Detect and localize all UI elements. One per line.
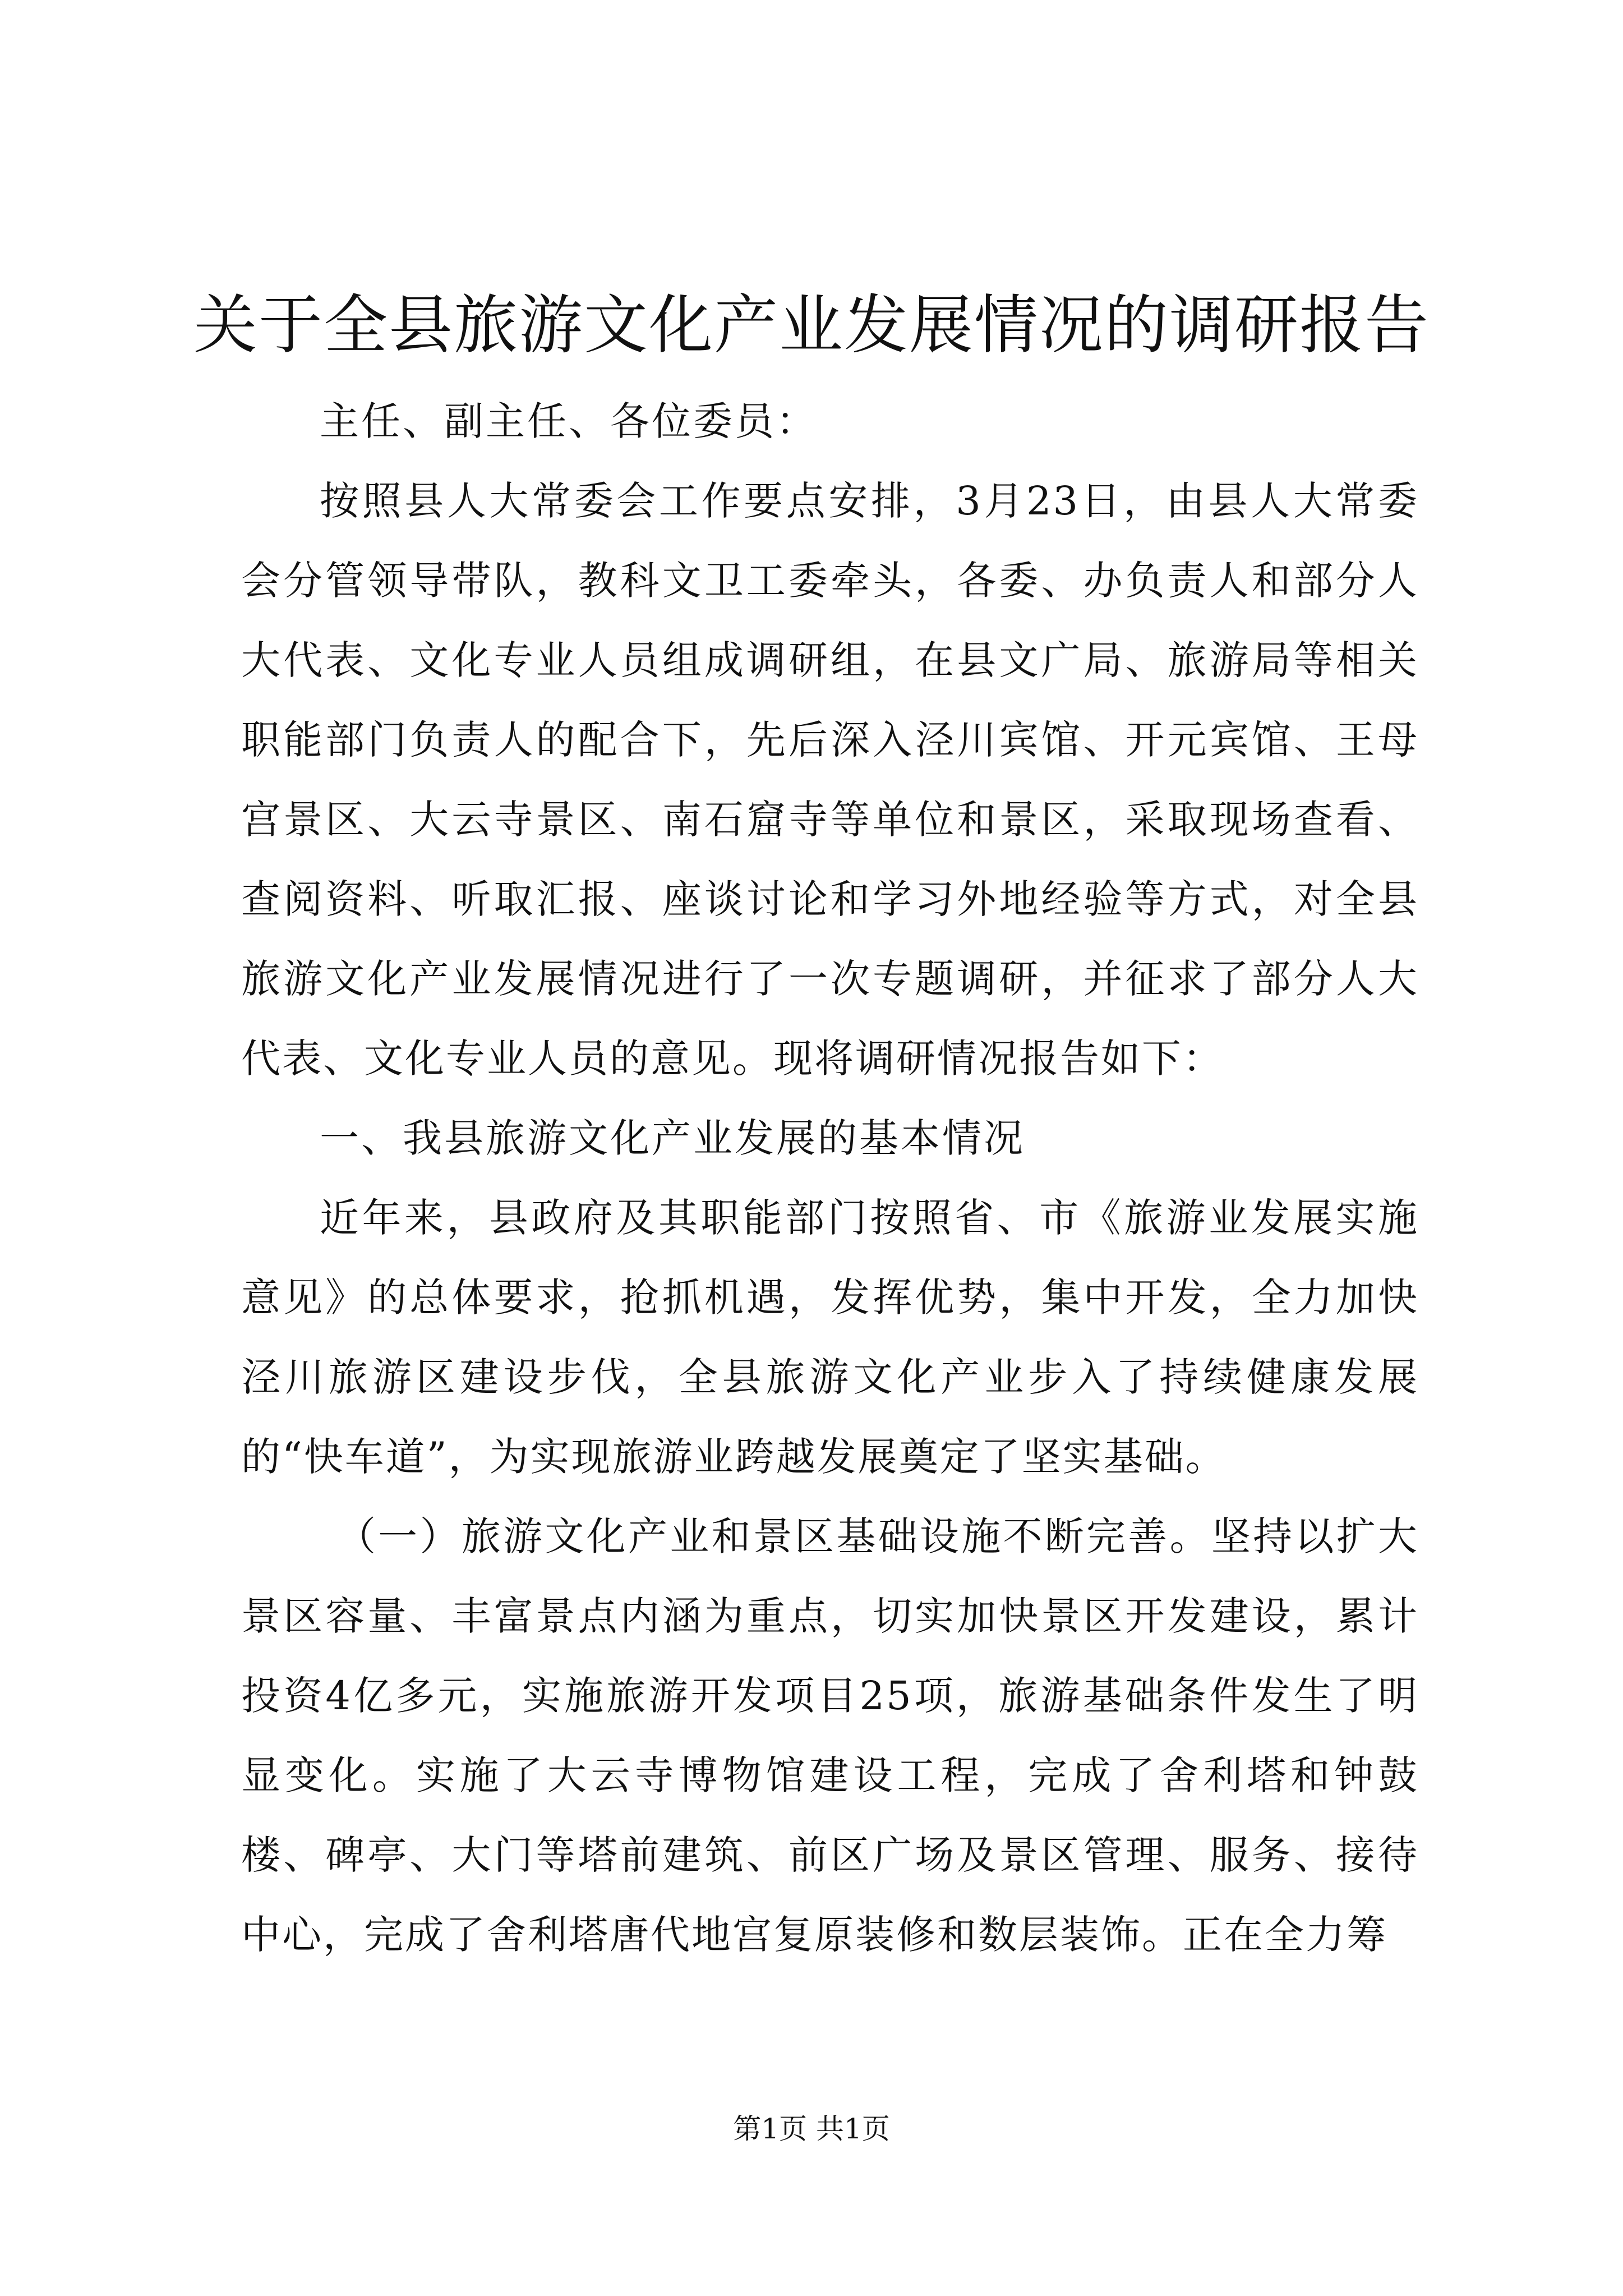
paragraph-overview: 近年来，县政府及其职能部门按照省、市《旅游业发展实施意见》的总体要求，抢抓机遇，发挥优势，集中开发，全力加快泾川旅游区建设步伐，全县旅游文化产业步入了持续健康发展的“快车道”，为实现旅游业跨越发展奠定了坚实基础。 [241,1195,1419,1480]
salutation: 主任、副主任、各位委员： [320,398,818,444]
document-body [241,381,1419,1975]
document-title: 关于全县旅游文化产业发展情况的调研报告 [193,288,1430,362]
page-footer: 第1页 共1页 [733,2113,890,2145]
paragraph-subsection-1: （一）旅游文化产业和景区基础设施不断完善。坚持以扩大景区容量、丰富景点内涵为重点，切实加快景区开发建设，累计投资4亿多元，实施旅游开发项目25项，旅游基础条件发生了明显变化。实施了大云寺博物馆建设工程，完成了舍利塔和钟鼓楼、碑亭、大门等塔前建筑、前区广场及景区管理、服务、接待中心，完成了舍利塔唐代地宫复原装修和数层装饰。正在全力筹 [241,1513,1419,1958]
paragraph-intro: 按照县人大常委会工作要点安排，3月23日，由县人大常委会分管领导带队，教科文卫工委牵头，各委、办负责人和部分人大代表、文化专业人员组成调研组，在县文广局、旅游局等相关职能部门负责人的配合下，先后深入泾川宾馆、开元宾馆、王母宫景区、大云寺景区、南石窟寺等单位和景区，采取现场查看、查阅资料、听取汇报、座谈讨论和学习外地经验等方式，对全县旅游文化产业发展情况进行了一次专题调研，并征求了部分人大代表、文化专业人员的意见。现将调研情况报告如下： [241,478,1419,1082]
section-heading-1: 一、我县旅游文化产业发展的基本情况 [320,1115,1025,1161]
